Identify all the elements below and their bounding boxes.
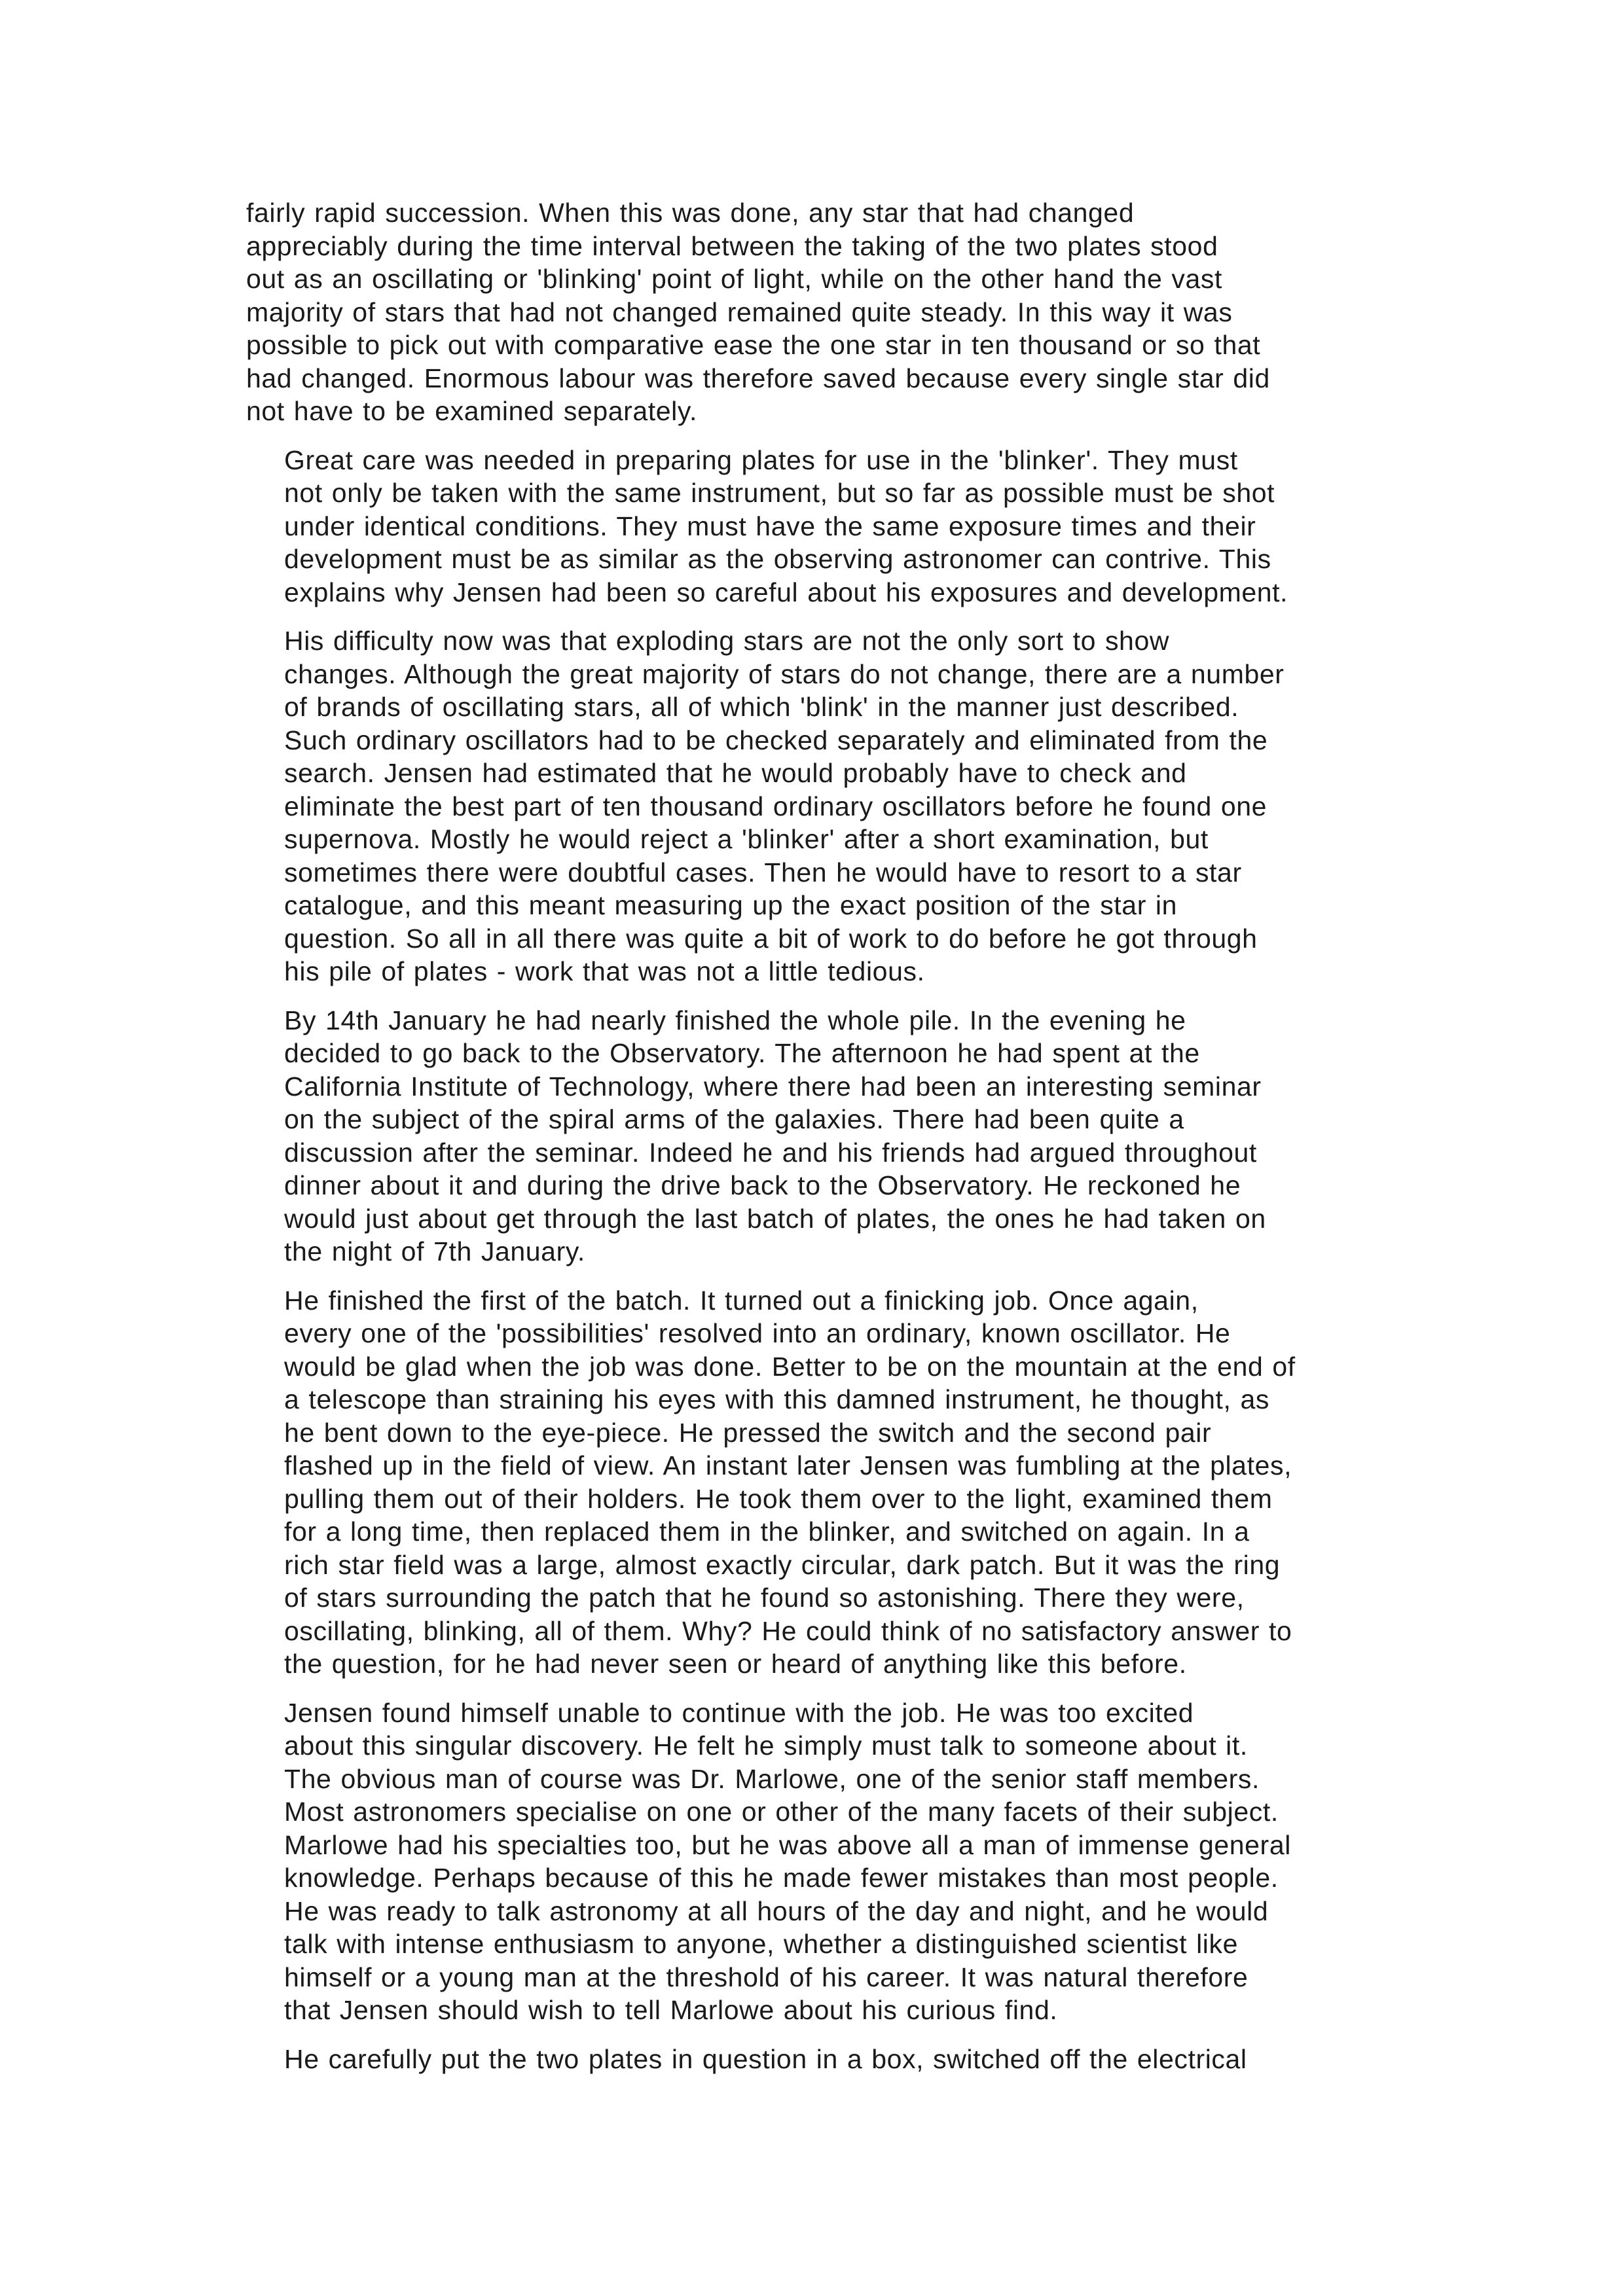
text-line: Great care was needed in preparing plates for use in the 'blinker'. They must [284,444,1238,475]
text-line: Jensen found himself unable to continue with the job. He was too excited [284,1697,1194,1728]
text-line: The obvious man of course was Dr. Marlowe, one of the senior staff members. [284,1763,1260,1794]
text-line: appreciably during the time interval between the taking of the two plates stood [246,230,1218,261]
text-line: His difficulty now was that exploding stars are not the only sort to show [284,626,1170,656]
paragraph [246,1004,1400,1268]
text-line: decided to go back to the Observatory. The afternoon he had spent at the [284,1038,1200,1068]
paragraph [246,1284,1400,1681]
text-line: he bent down to the eye-piece. He pressed the switch and the second pair [284,1417,1212,1448]
text-line: majority of stars that had not changed remained quite steady. In this way it was [246,296,1233,327]
text-line: dinner about it and during the drive back to the Observatory. He reckoned he [284,1170,1241,1200]
text-line: He was ready to talk astronomy at all hours of the day and night, and he would [284,1895,1269,1926]
text-line: development must be as similar as the observing astronomer can contrive. This [284,544,1271,574]
paragraph [246,444,1400,609]
text-line: knowledge. Perhaps because of this he made fewer mistakes than most people. [284,1863,1279,1893]
text-line: the question, for he had never seen or heard of anything like this before. [284,1649,1187,1679]
text-line: flashed up in the field of view. An instant later Jensen was fumbling at the plates, [284,1450,1292,1480]
text-line: not have to be examined separately. [246,396,697,426]
text-line: question. So all in all there was quite a bit of work to do before he got through [284,923,1258,954]
text-line: would be glad when the job was done. Better to be on the mountain at the end of [284,1351,1296,1382]
text-line: oscillating, blinking, all of them. Why? He could think of no satisfactory answer to [284,1615,1292,1646]
text-line: By 14th January he had nearly finished the whole pile. In the evening he [284,1005,1186,1035]
text-line: had changed. Enormous labour was therefore saved because every single star did [246,363,1270,393]
text-line: explains why Jensen had been so careful about his exposures and development. [284,577,1288,607]
text-line: every one of the 'possibilities' resolved into an ordinary, known oscillator. He [284,1318,1231,1348]
text-line: about this singular discovery. He felt he simply must talk to someone about it. [284,1731,1248,1761]
document-page [246,196,1400,2091]
text-line: pulling them out of their holders. He took them over to the light, examined them [284,1483,1273,1514]
text-line: a telescope than straining his eyes with this damned instrument, he thought, as [284,1384,1269,1414]
paragraph [246,196,1400,428]
text-line: himself or a young man at the threshold of his career. It was natural therefore [284,1962,1249,1992]
text-line: talk with intense enthusiasm to anyone, whether a distinguished scientist like [284,1929,1239,1959]
text-line: of brands of oscillating stars, all of which 'blink' in the manner just described. [284,692,1239,722]
text-line: for a long time, then replaced them in the blinker, and switched on again. In a [284,1516,1250,1547]
text-line: supernova. Mostly he would reject a 'blinker' after a short examination, but [284,824,1209,854]
text-line: catalogue, and this meant measuring up the exact position of the star in [284,890,1178,920]
text-line: out as an oscillating or 'blinking' point of light, while on the other hand the vast [246,264,1222,294]
text-line: sometimes there were doubtful cases. Then he would have to resort to a star [284,857,1242,888]
text-line: of stars surrounding the patch that he found so astonishing. There they were, [284,1583,1245,1613]
text-line: Such ordinary oscillators had to be checked separately and eliminated from the [284,725,1268,755]
text-line: under identical conditions. They must have the same exposure times and their [284,511,1256,541]
text-line: on the subject of the spiral arms of the galaxies. There had been quite a [284,1104,1184,1134]
text-line: fairly rapid succession. When this was done, any star that had changed [246,198,1135,228]
text-line: not only be taken with the same instrument, but so far as possible must be shot [284,478,1275,508]
text-line: rich star field was a large, almost exactly circular, dark patch. But it was the ring [284,1549,1281,1580]
text-line: Most astronomers specialise on one or other of the many facets of their subject. [284,1797,1279,1827]
text-line: changes. Although the great majority of stars do not change, there are a number [284,658,1285,689]
text-line: that Jensen should wish to tell Marlowe about his curious find. [284,1995,1058,2025]
text-line: He carefully put the two plates in question in a box, switched off the electrical [284,2043,1247,2074]
text-line: the night of 7th January. [284,1236,585,1266]
paragraph [246,2043,1400,2076]
text-line: possible to pick out with comparative ease the one star in ten thousand or so that [246,330,1261,360]
text-line: search. Jensen had estimated that he would probably have to check and [284,758,1187,788]
text-line: his pile of plates - work that was not a little tedious. [284,956,925,986]
paragraph [246,1696,1400,2027]
text-line: Marlowe had his specialties too, but he was above all a man of immense general [284,1829,1291,1860]
text-line: eliminate the best part of ten thousand ordinary oscillators before he found one [284,791,1267,821]
text-line: He finished the first of the batch. It turned out a finicking job. Once again, [284,1285,1199,1316]
text-line: would just about get through the last batch of plates, the ones he had taken on [284,1203,1266,1234]
paragraph [246,624,1400,988]
text-line: discussion after the seminar. Indeed he and his friends had argued throughout [284,1137,1257,1168]
text-line: California Institute of Technology, where there had been an interesting seminar [284,1071,1262,1102]
